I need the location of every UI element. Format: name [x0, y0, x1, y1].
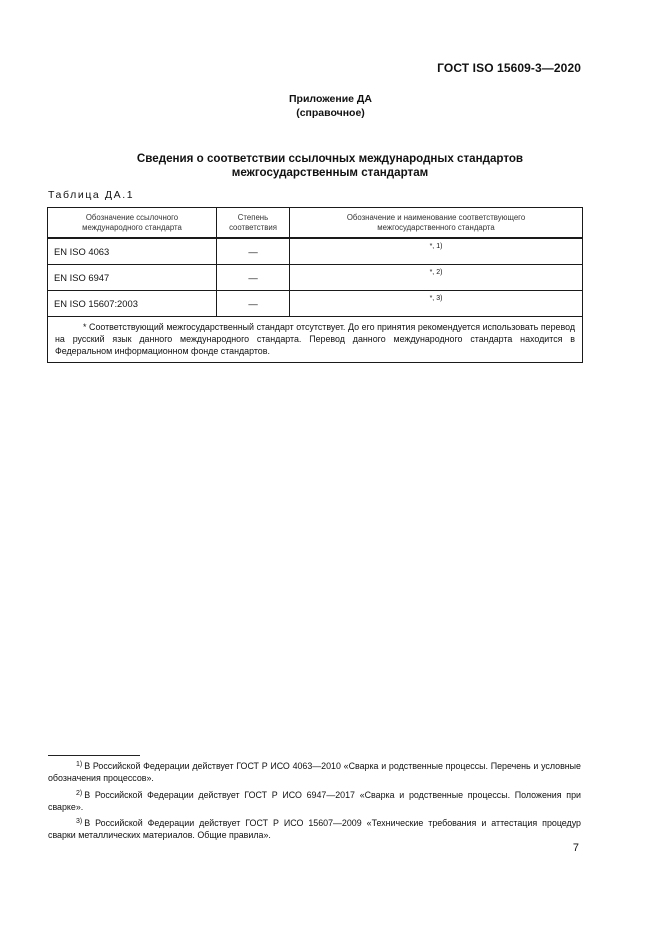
column-header-standard-line1: Обозначение ссылочного: [85, 212, 179, 222]
section-heading: [80, 152, 580, 180]
column-header-national: [290, 208, 583, 239]
footnote-mark: 3): [76, 818, 83, 826]
annex-subtitle: (справочное): [296, 107, 365, 119]
footnote-text: В Российской Федерации действует ГОСТ Р ИСО 4063—2010 «Сварка и родственные процессы. Перечень и условные обозначения процессов».: [48, 761, 581, 784]
table-label: Таблица ДА.1: [48, 189, 135, 201]
footnote-mark: 2): [76, 789, 83, 797]
table-note: [48, 317, 583, 363]
cell-degree: [217, 238, 290, 265]
cell-national: *, 1): [290, 238, 583, 265]
standard-code: ГОСТ ISO 15609-3—2020: [437, 61, 581, 75]
table-header-row: [48, 208, 583, 239]
annex-title-block: [0, 92, 661, 120]
column-header-standard: [48, 208, 217, 239]
cell-national: *, 2): [290, 265, 583, 291]
cell-national: *, 3): [290, 291, 583, 317]
cell-standard: EN ISO 6947: [48, 265, 217, 291]
degree-dash: —: [248, 246, 258, 257]
table-row: [48, 265, 583, 291]
footnotes: [48, 760, 581, 846]
heading-line-2: межгосударственным стандартам: [231, 166, 429, 179]
column-header-degree: [217, 208, 290, 239]
cell-standard: EN ISO 4063: [48, 238, 217, 265]
footnote: [48, 760, 581, 785]
cell-degree: [217, 291, 290, 317]
footnote-text: В Российской Федерации действует ГОСТ Р ИСО 6947—2017 «Сварка и родственные процессы. Положения при сварке».: [48, 789, 581, 812]
footnote: [48, 817, 581, 842]
correspondence-table: [47, 207, 583, 363]
column-header-degree-line1: Степень: [237, 212, 269, 222]
page-number: 7: [572, 842, 579, 854]
table-row: [48, 238, 583, 265]
table-note-row: [48, 317, 583, 363]
column-header-standard-line2: международного стандарта: [82, 222, 182, 232]
table-row: [48, 291, 583, 317]
annex-title: Приложение ДА: [289, 93, 372, 105]
cell-degree: [217, 265, 290, 291]
degree-dash: —: [248, 272, 258, 283]
column-header-national-line2: межгосударственного стандарта: [377, 222, 495, 232]
column-header-degree-line2: соответствия: [229, 222, 277, 232]
footnote: [48, 789, 581, 814]
footnote-text: В Российской Федерации действует ГОСТ Р ИСО 15607—2009 «Технические требования и аттестация процедур сварки металлических материалов. Общие правила».: [48, 818, 581, 841]
footnote-mark: 1): [76, 761, 83, 768]
degree-dash: —: [248, 298, 258, 309]
heading-line-1: Сведения о соответствии ссылочных международных стандартов: [136, 152, 524, 165]
cell-standard: EN ISO 15607:2003: [48, 291, 217, 317]
footnote-divider: [48, 755, 140, 756]
table-note-text: * Соответствующий межгосударственный стандарт отсутствует. До его принятия рекомендуется использовать перевод на русский язык данного международного стандарта. Перевод данного международного стандарта находится в Федеральном информационном фонде стандартов.: [55, 322, 575, 357]
column-header-national-line1: Обозначение и наименование соответствующего: [346, 212, 526, 222]
